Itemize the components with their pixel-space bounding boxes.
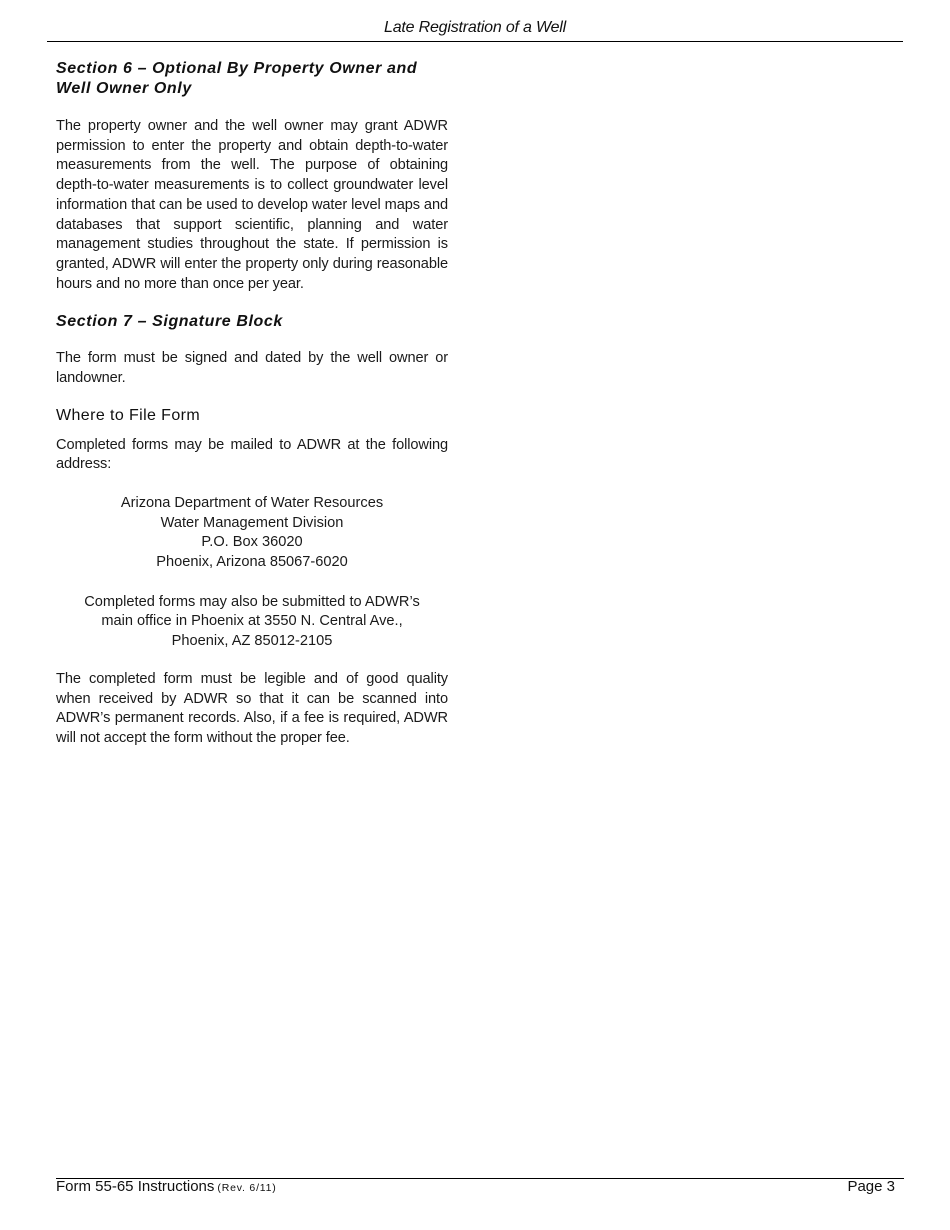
section-7-heading: Section 7 – Signature Block [56, 313, 283, 331]
address-line-division: Water Management Division [160, 514, 344, 531]
address-line-po-box: P.O. Box 36020 [201, 534, 303, 551]
section-6-heading-line-2: Well Owner Only [56, 80, 192, 97]
footer-form-id [56, 1178, 277, 1195]
submission-line: Completed forms may also be submitted to ADWR’s [84, 593, 420, 610]
main-text-column [56, 58, 448, 749]
office-submission-note [56, 593, 448, 652]
footer-revision: (Rev. 6/11) [217, 1182, 277, 1194]
mailing-address [56, 494, 448, 572]
section-6-heading [56, 59, 448, 99]
address-line-city: Phoenix, Arizona 85067-6020 [156, 553, 348, 570]
section-6-heading-line-1: Section 6 – Optional By Property Owner and [56, 60, 418, 77]
footer-form-label: Form 55-65 Instructions [56, 1178, 215, 1195]
legibility-fee-note: The completed form must be legible and of good quality when received by ADWR so that it can be scanned into ADWR’s permanent records. Also, if a fee is required, ADWR will not accept the form without the proper fee. [56, 670, 448, 747]
header-divider [47, 41, 903, 42]
address-line-organization: Arizona Department of Water Resources [120, 495, 384, 512]
section-6-body: The property owner and the well owner may grant ADWR permission to enter the property and obtain depth-to-water measurements from the well. The purpose of obtaining depth-to-water measurements is to collect groundwater level information that can be used to develop water level maps and databases that support scientific, planning and water management studies throughout the state. If permission is granted, ADWR will enter the property only during reasonable hours and no more than once per year. [56, 118, 448, 292]
submission-line: Phoenix, AZ 85012-2105 [171, 633, 333, 650]
page-number: Page 3 [847, 1178, 895, 1195]
where-to-file-body: Completed forms may be mailed to ADWR at the following address: [56, 436, 448, 473]
submission-line: main office in Phoenix at 3550 N. Central Ave., [101, 613, 403, 630]
where-to-file-heading: Where to File Form [56, 406, 201, 424]
section-7-body: The form must be signed and dated by the well owner or landowner. [56, 350, 448, 387]
page-header-title: Late Registration of a Well [384, 19, 566, 36]
